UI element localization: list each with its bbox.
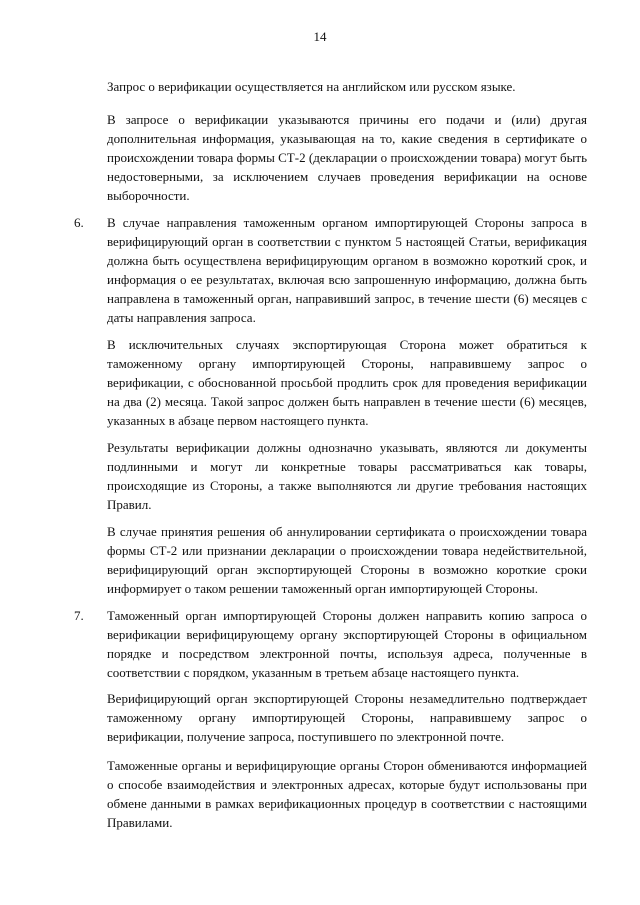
page-number: 14: [313, 29, 327, 44]
item-number-7: 7.: [74, 608, 84, 623]
paragraph-verification-language: Запрос о верификации осуществляется на английском или русском языке.: [107, 79, 516, 94]
paragraph-annulment-decision: В случае принятия решения об аннулировании сертификата о происхождении товара формы СТ-2 или признании декларации о происхождении товара недействительной, верифицирующий орган экспортирующей Стороны в возможно короткие сроки информирует о таком решении таможенный орган импортирующей Стороны.: [107, 524, 587, 596]
paragraph-item-7-request-copy: Таможенный орган импортирующей Стороны должен направить копию запроса о верификации верифицирующему органу экспортирующей Стороны в официальном порядке и посредством электронной почты, используя адреса, полученные в соответствии с порядком, указанным в третьем абзаце настоящего пункта.: [107, 608, 587, 680]
item-number-6: 6.: [74, 215, 84, 230]
paragraph-item-6-verification-term: В случае направления таможенным органом импортирующей Стороны запроса в верифицирующий орган в соответствии с пунктом 5 настоящей Статьи, верификация должна быть осуществлена верифицирующим органом в возможно короткий срок, и информация о ее результатах, включая всю запрошенную информацию, должна быть направлена в таможенный орган, направивший запрос, в течение шести (6) месяцев с даты направления запроса.: [107, 215, 587, 325]
paragraph-extension-request: В исключительных случаях экспортирующая Сторона может обратиться к таможенному органу импортирующей Стороны, направившему запрос о верификации, с обоснованной просьбой продлить срок для проведения верификации на два (2) месяца. Такой запрос должен быть направлен в течение шести (6) месяцев, указанных в абзаце первом настоящего пункта.: [107, 337, 587, 428]
paragraph-contact-exchange: Таможенные органы и верифицирующие органы Сторон обмениваются информацией о способе взаимодействия и электронных адресах, которые будут использованы при обмене данными в рамках верификационных процедур в соответствии с настоящими Правилами.: [107, 758, 587, 830]
paragraph-request-contents: В запросе о верификации указываются причины его подачи и (или) другая дополнительная информация, указывающая на то, какие сведения в сертификате о происхождении товара формы СТ-2 (декларации о происхождении товара) могут быть недостоверными, за исключением случаев проведения верификации на основе выборочности.: [107, 112, 587, 203]
paragraph-verification-results: Результаты верификации должны однозначно указывать, являются ли документы подлинными и могут ли конкретные товары рассматриваться как товары, происходящие из Стороны, а также выполняются ли другие требования настоящих Правил.: [107, 440, 587, 512]
paragraph-receipt-confirmation: Верифицирующий орган экспортирующей Стороны незамедлительно подтверждает таможенному органу импортирующей Стороны, направившему запрос о верификации, получение запроса, поступившего по электронной почте.: [107, 691, 587, 744]
